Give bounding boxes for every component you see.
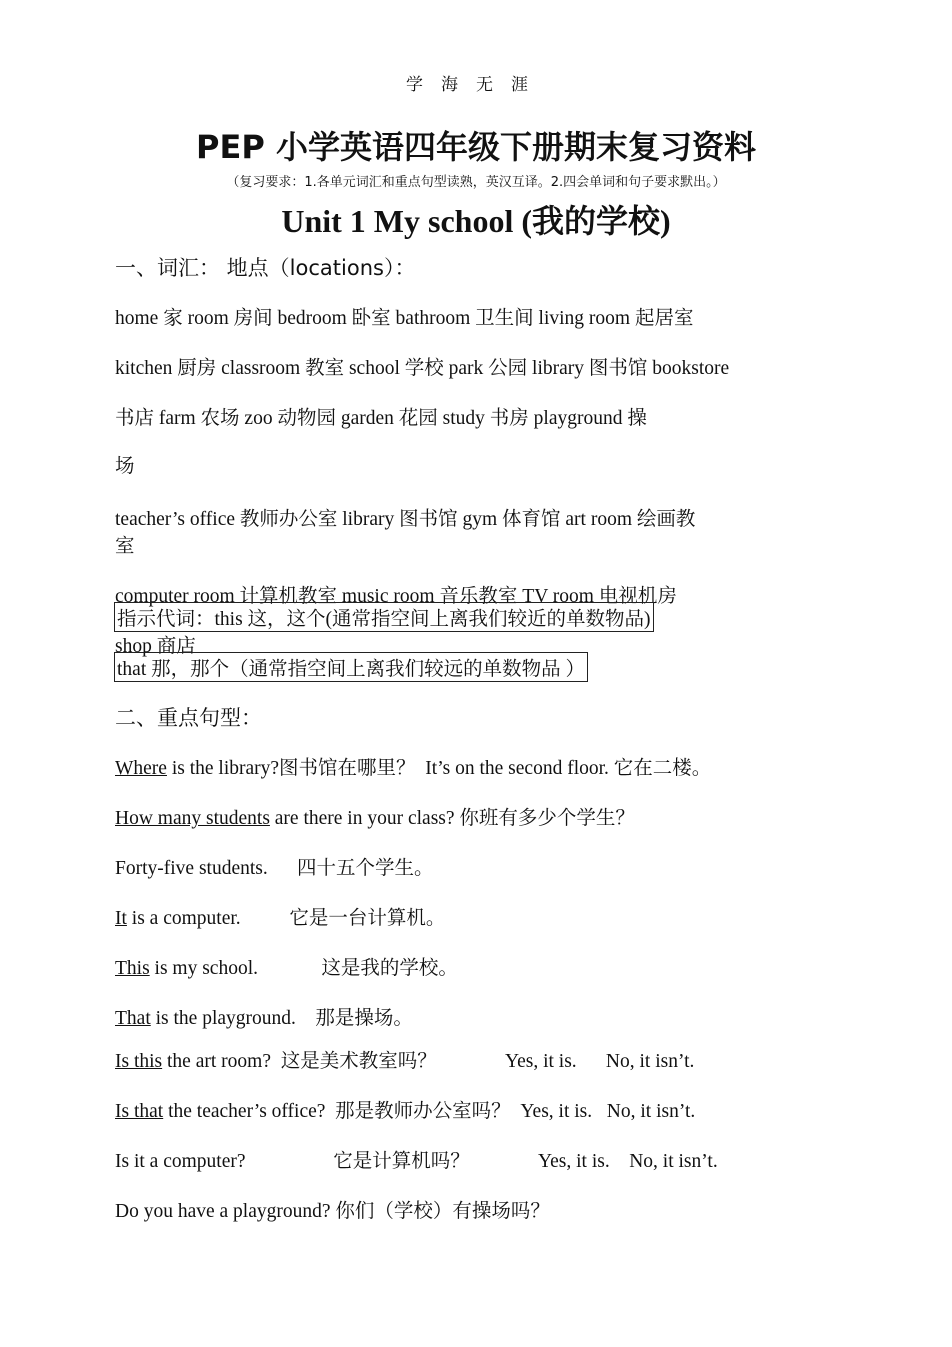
pattern-text: the teacher’s office? 那是教师办公室吗？ Yes, it is. No, it isn’t.: [163, 1101, 696, 1122]
pattern-line: [115, 852, 433, 880]
pattern-line: [115, 952, 458, 980]
pattern-keyword: How many students: [115, 808, 270, 829]
pattern-line: [115, 1195, 550, 1223]
pattern-keyword: It: [115, 908, 127, 929]
pattern-line: [115, 1002, 413, 1030]
vocab-line: 书店 farm 农场 zoo 动物园 garden 花园 study 书房 playground 操: [115, 408, 647, 429]
pattern-text: the art room? 这是美术教室吗？ Yes, it is. No, it isn’t.: [162, 1051, 695, 1072]
vocab-line: 场: [115, 456, 135, 477]
pattern-keyword: This: [115, 958, 150, 979]
page-header: 学海无涯: [406, 75, 546, 95]
pattern-text: is the library?图书馆在哪里？ It’s on the second floor. 它在二楼。: [166, 758, 712, 779]
pattern-line: [115, 1045, 694, 1073]
pattern-text: Is it a computer? 它是计算机吗？ Yes, it is. No, it isn’t.: [115, 1151, 718, 1172]
vocab-heading: 一、词汇： 地点（locations）：: [115, 256, 416, 280]
pattern-keyword: Where: [115, 758, 167, 779]
demonstrative-that-box: that 那，那个（通常指空间上离我们较远的单数物品 ）: [114, 652, 588, 682]
vocab-line: computer room 计算机教室 music room 音乐教室 TV room 电视机房: [115, 586, 677, 607]
pattern-text: Do you have a playground? 你们（学校）有操场吗？: [115, 1201, 550, 1222]
vocab-line: home 家 room 房间 bedroom 卧室 bathroom 卫生间 living room 起居室: [115, 308, 694, 329]
pattern-keyword: That: [115, 1008, 151, 1029]
pattern-heading: 二、重点句型：: [115, 706, 262, 730]
unit-title: Unit 1 My school (我的学校): [281, 203, 671, 239]
pattern-text: is a computer. 它是一台计算机。: [126, 908, 446, 929]
pattern-text: Forty-five students. 四十五个学生。: [115, 858, 434, 879]
pattern-text: is my school. 这是我的学校。: [149, 958, 458, 979]
pattern-keyword: Is that: [115, 1101, 164, 1122]
vocab-line: kitchen 厨房 classroom 教室 school 学校 park 公园 library 图书馆 bookstore: [115, 358, 730, 379]
pattern-line: [115, 752, 711, 780]
document-title: PEP 小学英语四年级下册期末复习资料: [196, 128, 756, 166]
demonstrative-this-box: 指示代词：this 这，这个(通常指空间上离我们较近的单数物品): [114, 602, 654, 632]
pattern-line: [115, 1145, 718, 1173]
pattern-text: are there in your class? 你班有多少个学生？: [269, 808, 635, 829]
vocab-line: teacher’s office 教师办公室 library 图书馆 gym 体育馆 art room 绘画教: [115, 509, 696, 530]
document-subtitle: （复习要求：1.各单元词汇和重点句型读熟，英汉互译。2.四会单词和句子要求默出。）: [226, 175, 726, 190]
vocab-line: shop 商店: [115, 636, 196, 657]
pattern-line: [115, 902, 445, 930]
pattern-line: [115, 1095, 695, 1123]
pattern-keyword: Is this: [115, 1051, 163, 1072]
pattern-line: [115, 802, 635, 830]
pattern-text: is the playground. 那是操场。: [150, 1008, 413, 1029]
vocab-line: 室: [115, 536, 135, 557]
